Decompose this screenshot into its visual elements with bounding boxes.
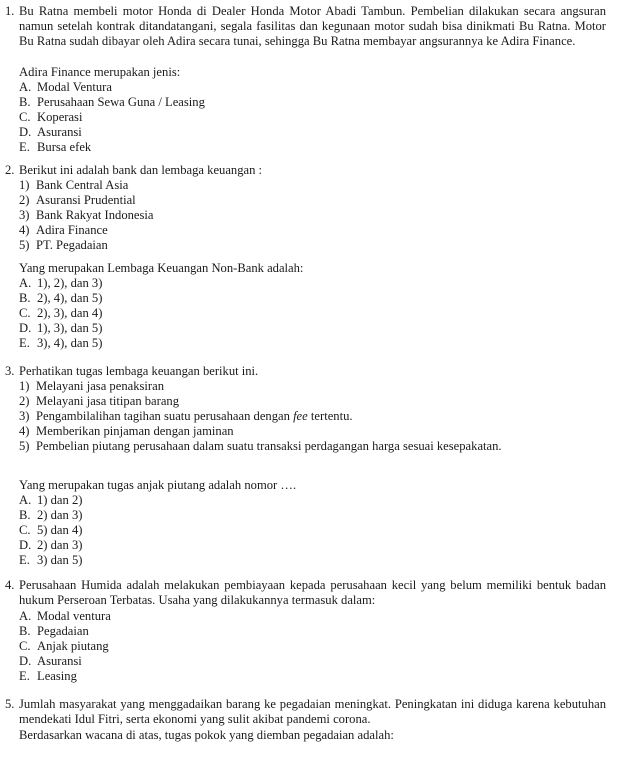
option-b[interactable]: B. Pegadaian bbox=[19, 624, 89, 638]
list-item: 1) Melayani jasa penaksiran bbox=[19, 379, 164, 393]
option-c[interactable]: C. Anjak piutang bbox=[19, 639, 109, 653]
question-text: Jumlah masyarakat yang menggadaikan barang ke pegadaian meningkat. Peningkatan ini diduga karena kebutuhan mendekati Idul Fitri, serta ekonomi yang sulit akibat pandemi corona. bbox=[19, 697, 606, 726]
list-item: 2) Asuransi Prudential bbox=[19, 193, 136, 207]
list-item: 5) PT. Pegadaian bbox=[19, 238, 108, 252]
option-c[interactable]: C. 2), 3), dan 4) bbox=[19, 306, 103, 320]
question-text: Perhatikan tugas lembaga keuangan berikut ini. bbox=[19, 364, 259, 378]
option-a[interactable]: A. 1), 2), dan 3) bbox=[19, 276, 103, 290]
question-prompt: Yang merupakan Lembaga Keuangan Non-Bank adalah: bbox=[19, 261, 304, 275]
question-prompt: Berdasarkan wacana di atas, tugas pokok yang diemban pegadaian adalah: bbox=[19, 728, 394, 742]
option-d[interactable]: D. 2) dan 3) bbox=[19, 538, 83, 552]
question-number: 3. bbox=[5, 364, 15, 378]
option-e[interactable]: E. 3), 4), dan 5) bbox=[19, 336, 103, 350]
option-d[interactable]: D. Asuransi bbox=[19, 654, 82, 668]
option-a[interactable]: A. Modal Ventura bbox=[19, 80, 112, 94]
list-item: 1) Bank Central Asia bbox=[19, 178, 129, 192]
question-number: 2. bbox=[5, 163, 15, 177]
option-a[interactable]: A. Modal ventura bbox=[19, 609, 111, 623]
option-c[interactable]: C. Koperasi bbox=[19, 110, 83, 124]
option-a[interactable]: A. 1) dan 2) bbox=[19, 493, 83, 507]
question-number: 1. bbox=[5, 4, 15, 18]
option-b[interactable]: B. Perusahaan Sewa Guna / Leasing bbox=[19, 95, 205, 109]
list-item: 2) Melayani jasa titipan barang bbox=[19, 394, 180, 408]
question-prompt: Yang merupakan tugas anjak piutang adalah nomor …. bbox=[19, 478, 297, 492]
list-item: 4) Memberikan pinjaman dengan jaminan bbox=[19, 424, 234, 438]
list-item: 3) Pengambilalihan tagihan suatu perusahaan dengan fee tertentu. bbox=[19, 409, 353, 423]
option-c[interactable]: C. 5) dan 4) bbox=[19, 523, 83, 537]
option-d[interactable]: D. 1), 3), dan 5) bbox=[19, 321, 103, 335]
question-prompt: Adira Finance merupakan jenis: bbox=[19, 65, 181, 79]
question-text: Bu Ratna membeli motor Honda di Dealer Honda Motor Abadi Tambun. Pembelian dilakukan secara angsuran namun setelah kontrak ditandatangani, segala fasilitas dan kegunaan motor sudah bisa dinikmati Bu Ratna. Motor Bu Ratna sudah dibayar oleh Adira secara tunai, sehingga Bu Ratna membayar angsurannya ke Adira Finance. bbox=[19, 4, 606, 48]
question-text: Perusahaan Humida adalah melakukan pembiayaan kepada perusahaan kecil yang belum memiliki bentuk badan hukum Perseroan Terbatas. Usaha yang dilakukannya termasuk dalam: bbox=[19, 578, 606, 607]
option-b[interactable]: B. 2) dan 3) bbox=[19, 508, 83, 522]
question-number: 5. bbox=[5, 697, 15, 711]
list-item: 4) Adira Finance bbox=[19, 223, 108, 237]
option-b[interactable]: B. 2), 4), dan 5) bbox=[19, 291, 103, 305]
option-d[interactable]: D. Asuransi bbox=[19, 125, 82, 139]
question-text: Berikut ini adalah bank dan lembaga keuangan : bbox=[19, 163, 263, 177]
list-item: 5) Pembelian piutang perusahaan dalam suatu transaksi perdagangan harga sesuai kesepakatan. bbox=[19, 439, 502, 453]
list-item: 3) Bank Rakyat Indonesia bbox=[19, 208, 154, 222]
option-e[interactable]: E. Leasing bbox=[19, 669, 77, 683]
option-e[interactable]: E. 3) dan 5) bbox=[19, 553, 83, 567]
question-number: 4. bbox=[5, 578, 15, 592]
option-e[interactable]: E. Bursa efek bbox=[19, 140, 92, 154]
